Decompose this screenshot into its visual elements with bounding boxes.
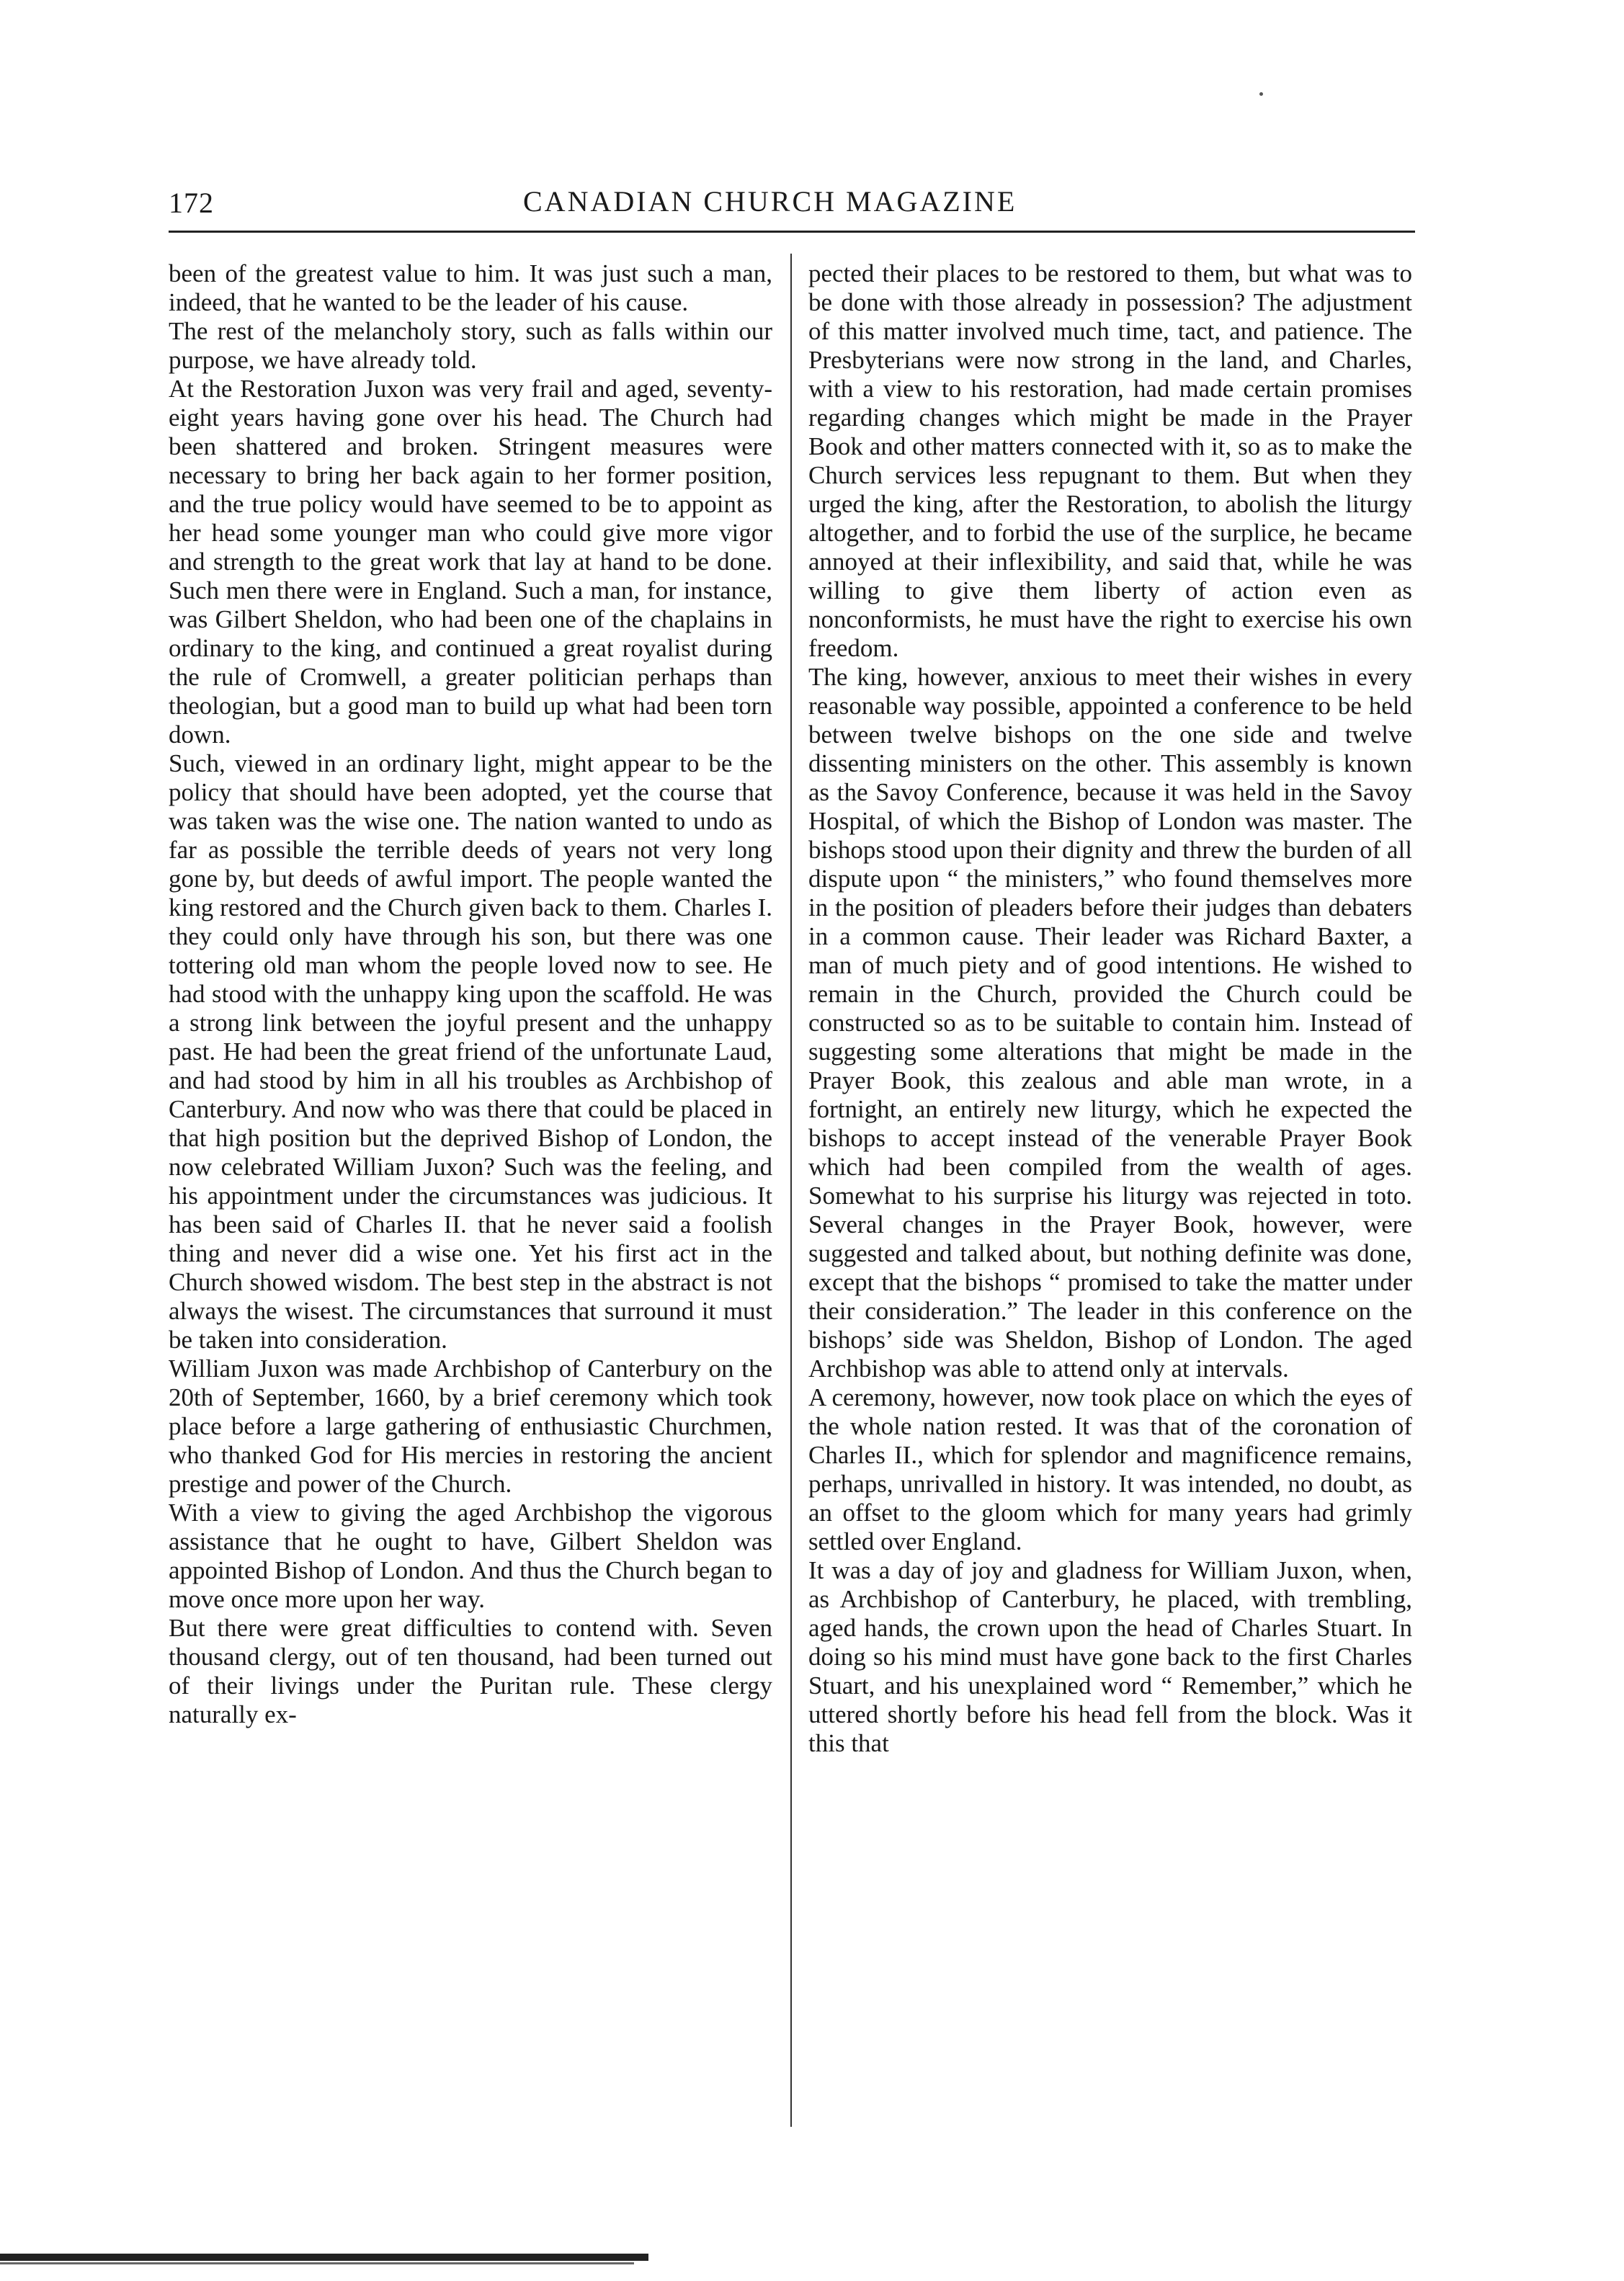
column-rule (790, 254, 792, 2127)
left-paragraph-7: But there were great difficulties to contend with. Seven thousand clergy, out of ten thousand, had been turned out of their livings under the Puritan rule. These clergy naturally ex- (169, 1614, 772, 1728)
left-paragraph-4: Such, viewed in an ordinary light, might appear to be the policy that should have been adopted, yet the course that was taken was the wise one. The nation wanted to undo as far as possible the terrible deeds of years not very long gone by, but deeds of awful import. The people wanted the king restored and the Church given back to them. Charles I. they could only have through his son, but there was one tottering old man whom the people loved now to see. He had stood with the unhappy king upon the scaffold. He was a strong link between the joyful present and the unhappy past. He had been the great friend of the unfortunate Laud, and had stood by him in all his troubles as Archbishop of Canterbury. And now who was there that could be placed in that high position but the deprived Bishop of London, the now celebrated William Juxon? Such was the feeling, and his appointment under the circumstances was judicious. It has been said of Charles II. that he never said a foolish thing and never did a wise one. Yet his first act in the Church showed wisdom. The best step in the abstract is not always the wisest. The circumstances that surround it must be taken into consideration. (169, 749, 772, 1354)
right-paragraph-4: It was a day of joy and gladness for William Juxon, when, as Archbishop of Canterbury, he placed, with trembling, aged hands, the crown upon the head of Charles Stuart. In doing so his mind must have gone back to the first Charles Stuart, and his unexplained word “ Remember,” which he uttered shortly before his head fell from the block. Was it this that (808, 1556, 1412, 1757)
page-number: 172 (169, 187, 214, 219)
right-column (808, 259, 1412, 1758)
left-paragraph-1: been of the greatest value to him. It was just such a man, indeed, that he wanted to be the leader of his cause. (169, 259, 772, 316)
left-paragraph-2: The rest of the melancholy story, such as falls within our purpose, we have already told. (169, 317, 772, 374)
left-paragraph-6: With a view to giving the aged Archbishop the vigorous assistance that he ought to have, Gilbert Sheldon was appointed Bishop of London. And thus the Church began to move once more upon her way. (169, 1499, 772, 1613)
bottom-scan-bar (0, 2254, 648, 2261)
print-speck (1259, 92, 1263, 96)
header-rule (169, 231, 1415, 233)
bottom-scan-line (0, 2262, 634, 2264)
right-paragraph-3: A ceremony, however, now took place on which the eyes of the whole nation rested. It was that of the coronation of Charles II., which for splendor and magnificence remains, perhaps, unrivalled in history. It was intended, no doubt, as an offset to the gloom which for many years had grimly settled over England. (808, 1383, 1412, 1555)
left-paragraph-5: William Juxon was made Archbishop of Canterbury on the 20th of September, 1660, by a brief ceremony which took place before a large gathering of enthusiastic Churchmen, who thanked God for His mercies in restoring the ancient prestige and power of the Church. (169, 1354, 772, 1498)
right-paragraph-1: pected their places to be restored to them, but what was to be done with those already in possession? The adjustment of this matter involved much time, tact, and patience. The Presbyterians were now strong in the land, and Charles, with a view to his restoration, had made certain promises regarding changes which might be made in the Prayer Book and other matters connected with it, so as to make the Church services less repugnant to them. But when they urged the king, after the Restoration, to abolish the liturgy altogether, and to forbid the use of the surplice, he became annoyed at their inflexibility, and said that, while he was willing to give them liberty of action even as nonconformists, he must have the right to exercise his own freedom. (808, 259, 1412, 662)
running-head: CANADIAN CHURCH MAGAZINE (523, 185, 1017, 218)
left-paragraph-3: At the Restoration Juxon was very frail and aged, seventy-eight years having gone over his head. The Church had been shattered and broken. Stringent measures were necessary to bring her back again to her former position, and the true policy would have seemed to be to appoint as her head some younger man who could give more vigor and strength to the great work that lay at hand to be done. Such men there were in England. Such a man, for instance, was Gilbert Sheldon, who had been one of the chaplains in ordinary to the king, and continued a great royalist during the rule of Cromwell, a greater politician perhaps than theologian, but a good man to build up what had been torn down. (169, 375, 772, 749)
left-column (169, 259, 772, 1729)
right-paragraph-2: The king, however, anxious to meet their wishes in every reasonable way possible, appointed a conference to be held between twelve bishops on the one side and twelve dissenting ministers on the other. This assembly is known as the Savoy Conference, because it was held in the Savoy Hospital, of which the Bishop of London was master. The bishops stood upon their dignity and threw the burden of all dispute upon “ the ministers,” who found themselves more in the position of pleaders before their judges than debaters in a common cause. Their leader was Richard Baxter, a man of much piety and of good intentions. He wished to remain in the Church, provided the Church could be constructed so as to be suitable to contain him. Instead of suggesting some alterations that might be made in the Prayer Book, this zealous and able man wrote, in a fortnight, an entirely new liturgy, which he expected the bishops to accept instead of the venerable Prayer Book which had been compiled from the wealth of ages. Somewhat to his surprise his liturgy was rejected in toto. Several changes in the Prayer Book, however, were suggested and talked about, but nothing definite was done, except that the bishops “ promised to take the matter under their consideration.” The leader in this conference on the bishops’ side was Sheldon, Bishop of London. The aged Archbishop was able to attend only at intervals. (808, 663, 1412, 1383)
